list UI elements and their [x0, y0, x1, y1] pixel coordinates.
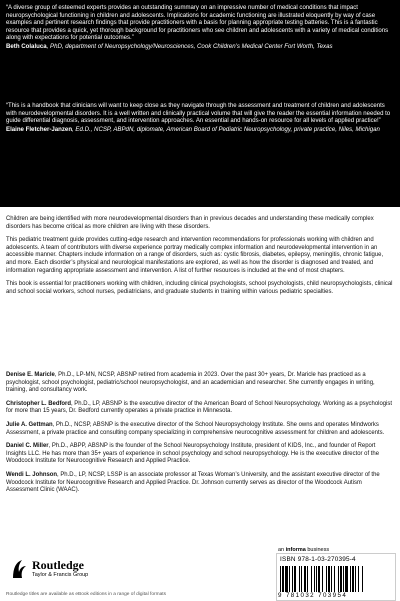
book-description — [6, 216, 394, 302]
endorsement-attribution — [6, 43, 394, 51]
barcode-icon — [280, 566, 390, 592]
endorser-affiliation: , PhD, department of Neuropsychology/Neurosciences, Cook Children’s Medical Center Fort Worth, Texas — [46, 42, 333, 50]
endorsement-quote: “A diverse group of esteemed experts provides an outstanding summary on an impressive number of medical conditions that impact neuropsychological functioning in children and adolescents. Implications for academic functioning are illustrated eloquently by way of case examples and pertinent research findings that provide practitioners with a basis for planning appropriate testing batteries. This is a fantastic resource that provides a quick, yet thorough background for practitioners who see children and adolescents with a variety of medical conditions along with expectations for potential outcomes.” — [6, 5, 389, 41]
endorsement-attribution — [6, 126, 394, 134]
endorsement-1 — [6, 5, 394, 50]
author-name: Christopher L. Bedford — [6, 400, 71, 407]
endorsement-2 — [6, 103, 394, 133]
endorsement-quote: “This is a handbook that clinicians will want to keep close as they navigate through the assessment and treatment of children and adolescents with neurodevelopmental disorders. It is a well written and clinically practical volume that will give the reader the essential information needed to guide differential diagnosis, assessment, and intervention approaches. An essential and hands-on resource for all levels of applied practice!” — [6, 103, 391, 124]
barcode-digits: 9 781032 703954 — [278, 592, 348, 599]
author-bio-text: , Ph.D., ABPP, ABSNP is the founder of the School Neuropsychology Institute, president of KIDS, Inc., and founder of Report Insights LLC. He has more than 35+ years of experience in school psychology and school neuropsychology. He is the executive director of the Woodcock Institute for Neurocognitive Research and Applied Practice. — [6, 443, 380, 465]
author-bio — [6, 422, 394, 437]
author-bio-text: , Ph.D., LP-MN, NCSP, ABSNP retired from academia in 2023. Over the past 30+ years, Dr. Maricle has practiced as a psychologist, school psychologist, pediatric/school neuropsychologist, and an academician and researcher. She currently engages in writing, training, and consultancy work. — [6, 372, 375, 394]
author-bios — [6, 372, 394, 501]
author-bio — [6, 372, 394, 395]
informa-prefix: an — [278, 547, 285, 553]
author-bio — [6, 443, 394, 466]
isbn-label: ISBN 978-1-03-270395-4 — [280, 556, 356, 563]
endorser-name: Elaine Fletcher-Janzen — [6, 125, 73, 133]
ebook-note: Routledge titles are available as eBook editions in a range of digital formats — [6, 592, 166, 597]
author-bio-text: , Ph.D., LP, NCSP, LSSP is an associate professor at Texas Woman’s University, and the assistant executive director of the Woodcock Institute for Neurocognitive Research and Applied Practice. Dr. Johnson currently serves as director of the Woodcock Autism Assessment Clinic (WAAC). — [6, 471, 380, 494]
endorser-affiliation: , Ed.D., NCSP, ABPdN, diplomate, American Board of Pediatric Neuropsychology, private practice, Niles, Michigan — [72, 125, 380, 133]
description-paragraph: This book is essential for practitioners working with children, including clinical psychologists, school psychologists, child neuropsychologists, clinical and school social workers, school nurses, pediatricians, and graduate students in training within various pediatric specialties. — [6, 281, 393, 295]
description-paragraph: This pediatric treatment guide provides cutting-edge research and intervention recommendations for professionals working with children and adolescents. A team of contributors with diverse experience portray medically complex information and neurodevelopmental intervention in an accessible manner. Chapters include information on a range of disorders, such as: cystic fibrosis, diabetes, epilepsy, meningitis, chronic fatigue, and more. Each disorder’s physical and neurological manifestations are explored, as well as how the disorder is diagnosed and treated, and information regarding appropriate assessment and intervention. A list of further resources is included at the end of most chapters. — [6, 237, 384, 274]
endorsements-panel — [0, 0, 400, 207]
publisher-group: Taylor & Francis Group — [32, 572, 89, 578]
author-name: Julie A. Gettman — [6, 421, 53, 428]
description-paragraph: Children are being identified with more neurodevelopmental disorders than in previous decades and understanding these medically complex disorders has become critical as more children are living with these disorders. — [6, 216, 374, 230]
author-bio — [6, 401, 394, 416]
author-name: Denise E. Maricle — [6, 372, 55, 378]
publisher-name: Routledge — [32, 558, 84, 572]
author-name: Daniel C. Miller — [6, 443, 49, 450]
author-bio-text: , Ph.D., LP, ABSNP is the executive director of the American Board of School Neuropsychology. Working as a psychologist for more than 15 years, Dr. Bedford currently operates a private practice in Minnesota. — [6, 400, 392, 415]
routledge-logo — [10, 556, 130, 584]
author-bio-text: , Ph.D., NCSP, ABSNP is the executive director of the School Neuropsychology Institute. She owns and operates Mindworks Assessment, a private practice and consulting company specializing in comprehensive neurocognitive assessment for children and adolescents. — [6, 421, 385, 436]
informa-brand: informa — [285, 547, 306, 553]
author-bio — [6, 472, 394, 495]
endorser-name: Beth Colaluca — [6, 42, 47, 50]
informa-suffix: business — [307, 547, 330, 553]
author-name: Wendi L. Johnson — [6, 471, 58, 478]
routledge-logo-icon — [10, 558, 28, 580]
